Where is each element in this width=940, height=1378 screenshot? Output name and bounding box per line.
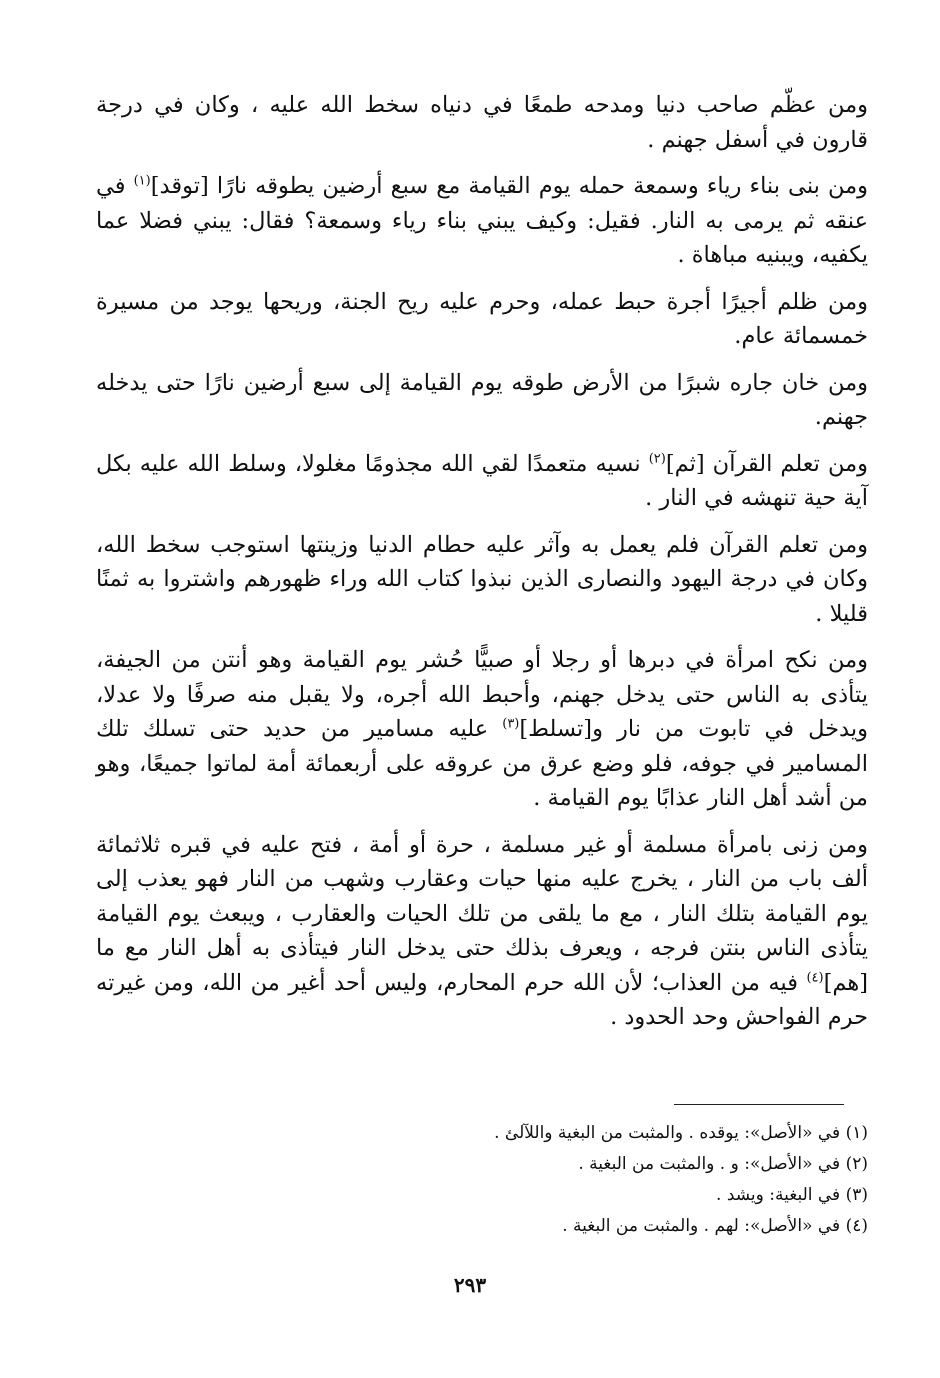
paragraph — [96, 285, 868, 354]
paragraph-text: ومن عظّم صاحب دنيا ومدحه طمعًا في دنياه سخط الله عليه ، وكان في درجة قارون في أسفل جهنم . — [96, 92, 868, 153]
paragraph — [96, 88, 868, 157]
footnote-marker: (٢) — [648, 451, 666, 466]
paragraph-text: ومن تعلم القرآن فلم يعمل به وآثر عليه حطام الدنيا وزينتها استوجب سخط الله، وكان في درجة اليهود والنصارى الذين نبذوا كتاب الله وراء ظهورهم واشتروا به ثمنًا قليلا . — [96, 531, 868, 627]
paragraph-text: ومن بنى بناء رياء وسمعة حمله يوم القيامة مع سبع أرضين يطوقه نارًا [توقد] — [150, 173, 868, 199]
paragraph-text: ومن ظلم أجيرًا أجرة حبط عمله، وحرم عليه ريح الجنة، وريحها يوجد من مسيرة خمسمائة عام. — [96, 288, 868, 349]
paragraph-text: ومن تعلم القرآن [ثم] — [665, 450, 868, 477]
footnote-marker: (١) — [133, 173, 151, 189]
paragraph — [96, 447, 868, 516]
paragraph-text: نسيه متعمدًا لقي الله مجذومًا مغلولا، وسلط الله عليه بكل آية حية تنهشه في النار . — [96, 450, 868, 511]
main-text — [96, 88, 868, 1047]
footnote-1: (١) في «الأصل»: يوقده . والمثبت من البغية واللآلئ . — [494, 1123, 868, 1143]
paragraph — [96, 169, 868, 273]
paragraph-text: عليه مسامير من حديد حتى تسلك تلك المسامير في جوفه، فلو وضع عرق من عروقه على أربعمائة أمة لماتوا جميعًا، وهو من أشد أهل النار عذابًا يوم القيامة . — [96, 716, 868, 811]
paragraph — [96, 528, 868, 632]
paragraph-text: فيه من العذاب؛ لأن الله حرم المحارم، وليس أحد أغير من الله، ومن غيرته حرم الفواحش وحد الحدود . — [96, 969, 868, 1030]
paragraph-text: ومن نكح امرأة في دبرها أو رجلا أو صبيًّا حُشر يوم القيامة وهو أنتن من الجيفة، يتأذى به الناس حتى يدخل جهنم، وأحبط الله أجره، ولا يقبل منه صرفًا ولا عدلا، ويدخل في تابوت من نار و[تسلط] — [96, 647, 868, 742]
page-number: ٢٩٣ — [453, 1273, 487, 1297]
footnote-2: (٢) في «الأصل»: و . والمثبت من البغية . — [578, 1154, 868, 1174]
paragraph — [96, 643, 868, 816]
paragraph-text: ومن خان جاره شبرًا من الأرض طوقه يوم القيامة إلى سبع أرضين نارًا حتى يدخله جهنم. — [96, 369, 868, 430]
footnote-marker: (٤) — [806, 970, 824, 985]
footnote-marker: (٣) — [502, 716, 520, 732]
footnote-3: (٣) في البغية: ويشد . — [716, 1185, 868, 1205]
footnote-divider — [674, 1104, 844, 1105]
paragraph-text: في عنقه ثم يرمى به النار. فقيل: وكيف يبني بناء رياء وسمعة؟ فقال: يبني فضلا عما يكفيه، ويبنيه مباهاة . — [96, 173, 868, 268]
footnote-4: (٤) في «الأصل»: لهم . والمثبت من البغية . — [562, 1216, 868, 1236]
paragraph-text: ومن زنى بامرأة مسلمة أو غير مسلمة ، حرة أو أمة ، فتح عليه في قبره ثلاثمائة ألف باب من النار ، يخرج عليه منها حيات وعقارب وشهب من النار فهو يعذب إلى يوم القيامة بتلك النار ، مع ما يلقى من تلك الحيات والعقارب ، ويبعث يوم القيامة يتأذى الناس بنتن فرجه ، ويعرف بذلك حتى يدخل النار فيتأذى به أهل النار مع ما [هم] — [96, 831, 868, 996]
footnotes — [168, 1118, 868, 1242]
paragraph — [96, 366, 868, 435]
paragraph — [96, 828, 868, 1035]
